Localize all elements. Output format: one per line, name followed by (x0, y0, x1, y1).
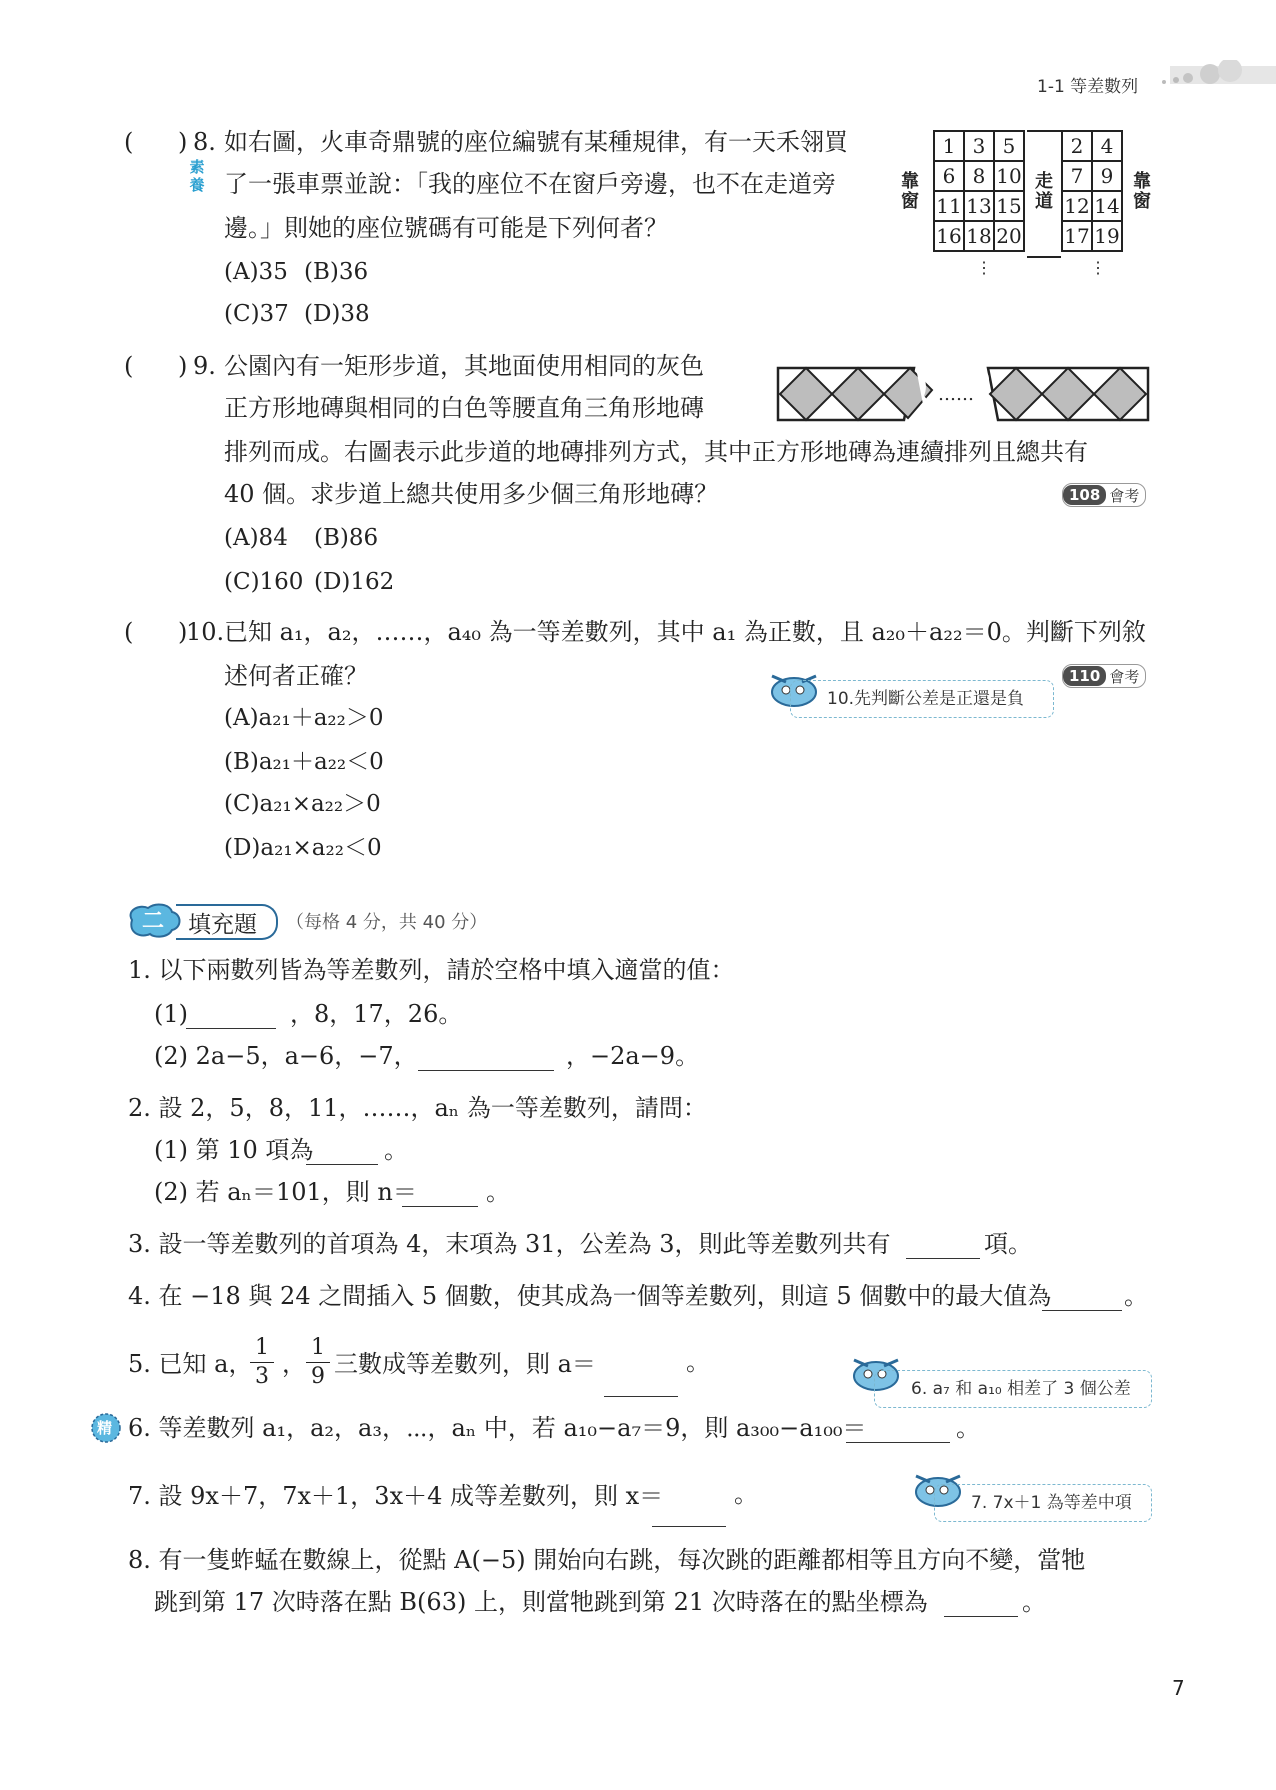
fill-2-sub2: (2) 若 aₙ＝101，則 n＝ (154, 1178, 417, 1206)
option-c: (C)160 (224, 569, 304, 595)
stamp-text: 素養 (189, 158, 205, 194)
exam-badge (1062, 483, 1146, 507)
answer-blank[interactable] (306, 1142, 378, 1165)
answer-blank[interactable] (906, 1236, 980, 1259)
fill-5-end: 。 (686, 1348, 710, 1376)
fill-5-post: 三數成等差數列，則 a＝ (334, 1350, 596, 1378)
left-seat-grid: 1 3 5 6 8 10 11 13 15 16 18 20 (933, 130, 1025, 252)
question-number: 10. (186, 618, 225, 646)
question-number: 8. (193, 128, 216, 156)
answer-paren-open: ( (124, 352, 134, 380)
fill-2-sub1: (1) 第 10 項為 (154, 1136, 314, 1164)
section-title: 填充題 (188, 912, 257, 938)
answer-blank[interactable] (186, 1006, 276, 1029)
option-d: (D)162 (314, 569, 395, 595)
section-note: （每格 4 分，共 40 分） (286, 912, 488, 933)
fill-8-end: 。 (1022, 1588, 1046, 1616)
fill-6-end: 。 (956, 1414, 980, 1442)
answer-blank[interactable] (604, 1374, 678, 1397)
option-a: (A)a₂₁＋a₂₂＞0 (224, 705, 384, 731)
q8-line-3: 邊。」則她的座位號碼有可能是下列何者？ (224, 214, 668, 242)
q10-line-1: 已知 a₁，a₂，……，a₄₀ 為一等差數列，其中 a₁ 為正數，且 a₂₀＋a₂₂＝0。判斷下列敘 (224, 618, 1146, 646)
fill-1-sub2-label: (2) 2a−5，a−6，−7， (154, 1042, 418, 1070)
answer-paren-open: ( (124, 128, 134, 156)
fill-2-stem: 2. 設 2，5，8，11，……，aₙ 為一等差數列，請問： (128, 1094, 707, 1122)
q9-line-4: 40 個。求步道上總共使用多少個三角形地磚？ (224, 480, 719, 508)
answer-blank[interactable] (402, 1184, 478, 1207)
right-window-label: 靠窗 (1133, 171, 1151, 212)
fraction-denominator: 3 (250, 1362, 274, 1391)
answer-paren-close: ) (178, 618, 188, 646)
section-number: 二 (142, 908, 165, 934)
fill-2-sub2-end: 。 (486, 1178, 510, 1206)
fill-2-sub1-end: 。 (384, 1136, 408, 1164)
fraction-numerator: 1 (255, 1335, 269, 1360)
bubble-decoration-icon (1140, 60, 1276, 88)
fill-1-sub1-rest: ，8，17，26。 (290, 1000, 463, 1028)
fill-3-text: 3. 設一等差數列的首項為 4，末項為 31，公差為 3，則此等差數列共有 (128, 1230, 891, 1258)
q9-line-2: 正方形地磚與相同的白色等腰直角三角形地磚 (224, 394, 704, 422)
left-dots: ⋮ (976, 258, 992, 277)
fill-8-line-2: 跳到第 17 次時落在點 B(63) 上，則當牠跳到第 21 次時落在的點坐標為 (154, 1588, 928, 1616)
fill-1-stem: 1. 以下兩數列皆為等差數列，請於空格中填入適當的值： (128, 956, 735, 984)
fill-5-mid: ， (282, 1350, 306, 1378)
fill-4-end: 。 (1124, 1282, 1148, 1310)
fill-5-pre: 5. 已知 a， (128, 1350, 253, 1378)
hint-box: 7. 7x＋1 為等差中項 (934, 1484, 1152, 1522)
section-badge (124, 902, 182, 938)
fill-1-sub2-rest: ，−2a−9。 (566, 1042, 700, 1070)
featured-label: 精 (97, 1419, 113, 1437)
section-header: 1-1 等差數列 (1037, 77, 1139, 97)
hint-box: 6. a₇ 和 a₁₀ 相差了 3 個公差 (874, 1370, 1152, 1408)
answer-blank[interactable] (418, 1048, 554, 1071)
tile-figure (776, 366, 1151, 422)
right-dots: ⋮ (1090, 258, 1106, 277)
fraction-denominator: 9 (306, 1362, 330, 1391)
option-d: (D)a₂₁×a₂₂＜0 (224, 835, 382, 861)
featured-star-icon (90, 1412, 122, 1444)
badge-label: 會考 (1109, 667, 1140, 686)
option-c: (C)37 (224, 301, 289, 327)
answer-blank[interactable] (1042, 1288, 1122, 1311)
header-decoration (1140, 60, 1276, 88)
answer-blank[interactable] (652, 1504, 726, 1527)
badge-year: 110 (1063, 666, 1106, 686)
option-d: (D)38 (304, 301, 370, 327)
badge-label: 會考 (1109, 486, 1140, 505)
fill-8-line-1: 8. 有一隻蚱蜢在數線上，從點 A(−5) 開始向右跳，每次跳的距離都相等且方向不變，當牠 (128, 1546, 1086, 1574)
fill-7-end: 。 (734, 1480, 758, 1508)
seat-figure (900, 130, 1150, 280)
fill-4-text: 4. 在 −18 與 24 之間插入 5 個數，使其成為一個等差數列，則這 5 個數中的最大值為 (128, 1282, 1052, 1310)
question-number: 9. (193, 352, 216, 380)
answer-paren-close: ) (178, 128, 188, 156)
right-seat-grid: 2 4 7 9 12 14 17 19 (1061, 130, 1123, 252)
fraction-numerator: 1 (311, 1335, 325, 1360)
option-c: (C)a₂₁×a₂₂＞0 (224, 791, 381, 817)
fill-1-sub1-label: (1) (154, 1000, 188, 1028)
hint-box: 10.先判斷公差是正還是負 (790, 680, 1054, 718)
exam-badge (1062, 664, 1146, 688)
option-a: (A)35 (224, 259, 288, 285)
literacy-stamp (182, 158, 212, 210)
tile-path-diagram (776, 366, 1151, 422)
answer-paren-open: ( (124, 618, 134, 646)
option-b: (B)86 (314, 525, 379, 551)
tile-ellipsis: …… (938, 384, 974, 405)
option-b: (B)a₂₁＋a₂₂＜0 (224, 749, 384, 775)
q9-line-1: 公園內有一矩形步道，其地面使用相同的灰色 (224, 352, 704, 380)
q8-line-1: 如右圖，火車奇鼎號的座位編號有某種規律，有一天禾翎買 (224, 128, 848, 156)
option-b: (B)36 (304, 259, 369, 285)
badge-year: 108 (1063, 485, 1106, 505)
q8-line-2: 了一張車票並說：「我的座位不在窗戶旁邊，也不在走道旁 (224, 170, 836, 198)
fraction-one-third (250, 1334, 274, 1391)
fill-3-end: 項。 (984, 1230, 1032, 1258)
answer-blank[interactable] (944, 1594, 1018, 1617)
option-a: (A)84 (224, 525, 288, 551)
aisle-label: 走道 (1035, 171, 1053, 212)
left-window-label: 靠窗 (901, 171, 919, 212)
fraction-one-ninth (306, 1334, 330, 1391)
fill-7-text: 7. 設 9x＋7，7x＋1，3x＋4 成等差數列，則 x＝ (128, 1482, 664, 1510)
answer-blank[interactable] (846, 1420, 950, 1443)
q10-line-2: 述何者正確？ (224, 662, 368, 690)
fill-6-text: 6. 等差數列 a₁，a₂，a₃，⋯，aₙ 中，若 a₁₀−a₇＝9，則 a₃₀₀−a₁₀₀＝ (128, 1414, 867, 1442)
q9-line-3: 排列而成。右圖表示此步道的地磚排列方式，其中正方形地磚為連續排列且總共有 (224, 438, 1088, 466)
page-number: 7 (1172, 1676, 1185, 1700)
answer-paren-close: ) (178, 352, 188, 380)
